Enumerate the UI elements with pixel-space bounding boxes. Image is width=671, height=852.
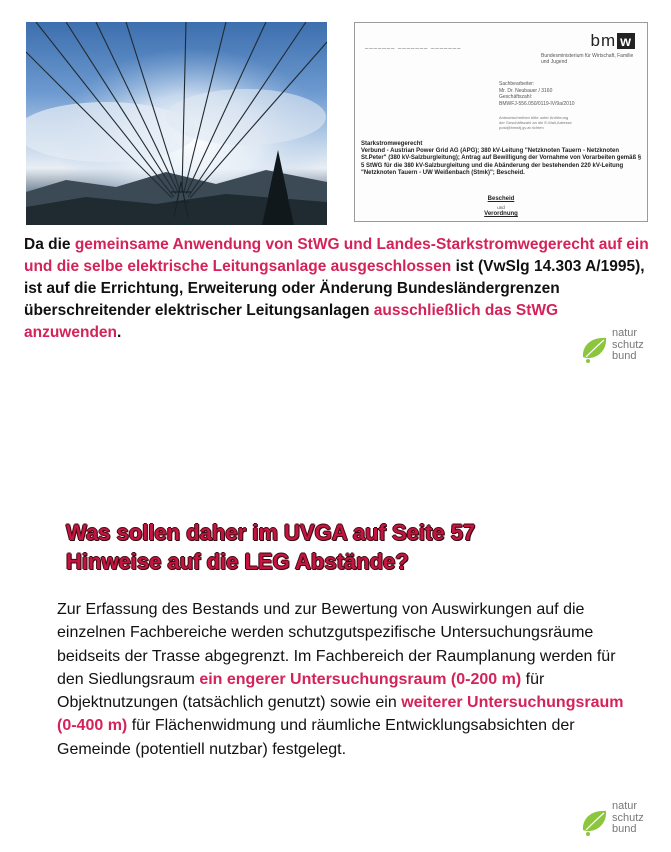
naturschutzbund-logo [580,800,658,844]
highlight-segment: gemeinsame Anwendung von StWG und Landes-Starkstromwegerecht auf ein und die selbe elektrische Leitungsanlage ausgeschlossen [24,236,649,275]
letter-header-lines: _______ _______ _______ [365,43,462,49]
naturschutzbund-logo [580,327,658,371]
power-lines-photo [26,22,327,225]
body-paragraph [57,598,627,761]
logo-wordmark: natur schutz bund [612,800,644,835]
leaf-icon [580,333,610,363]
text-segment: Zur Erfassung des Bestands und zur Bewertung von Auswirkungen auf die einzelnen Fachbereiche werden schutzgutspezifische Untersuchungsräume beidseits der Trasse abgegrenzt. Im Fachbereich der Raumplanung werden für den Siedlungsraum [57,601,616,688]
letter-und: und [497,205,505,210]
highlight-segment: weiterer Untersuchungsraum (0-400 m) [57,694,624,735]
text-segment: ist (VwSlg 14.303 A/1995), ist auf die Errichtung, Erweiterung oder Änderung Bundesländergrenzen überschreitender elektrischer Leitungsanlagen [24,258,645,319]
legal-paragraph [24,234,654,344]
text-segment: für Objektnutzungen (tatsächlich genutzt) sowie ein [57,670,545,712]
letter-department: Bundesministerium für Wirtschaft, Familie und Jugend [541,53,634,65]
leaf-icon [580,806,610,836]
heading-line-2: Hinweise auf die LEG Abstände? [66,549,409,574]
text-segment: Da die [24,236,75,253]
letter-bescheid: Bescheid [487,196,515,202]
letter-small-text: Antwortschreiben bitte unter Anführung der Geschäftszahl an die E-Mail-Adresse post@bmwfj.gv.at richten [499,115,572,130]
power-lines-icon [26,22,327,225]
heading-line-1: Was sollen daher im UVGA auf Seite 57 [66,520,476,545]
letter-verordnung: Verordnung [484,211,518,217]
official-letter [354,22,648,222]
section-heading [66,518,475,576]
logo-wordmark: natur schutz bund [612,327,644,362]
letter-reference: Sachbearbeiter: Mr. Dr. Neubauer / 3160 Geschäftszahl: BMWFJ-556.050/0119-IV/9a/2010 [499,81,575,107]
letter-subject: Starkstromwegerecht Verbund - Austrian Power Grid AG (APG); 380 kV-Leitung "Netzknoten Tauern - Netzknoten St.Peter" (380 kV-Salzburgleitung); Antrag auf Bewilligung der Vornahme von Vorarbeiten gemäß § 5 StWG für die 380 kV-Salzburgleitung und die Abänderung der bestehenden 220 kV-Leitung "Netzknoten Tauern - UW Weißenbach (Stmk)"; Bescheid. [361,141,642,176]
bmwfj-logo: bm w [590,31,635,51]
text-segment: . [117,324,122,341]
highlight-segment: ein engerer Untersuchungsraum (0-200 m) [199,670,522,688]
text-segment: für Flächenwidmung und räumliche Entwicklungsabsichten der Gemeinde (potentiell nutzbar) festgelegt. [57,717,575,758]
highlight-segment: ausschließlich das StWG anzuwenden [24,302,559,341]
